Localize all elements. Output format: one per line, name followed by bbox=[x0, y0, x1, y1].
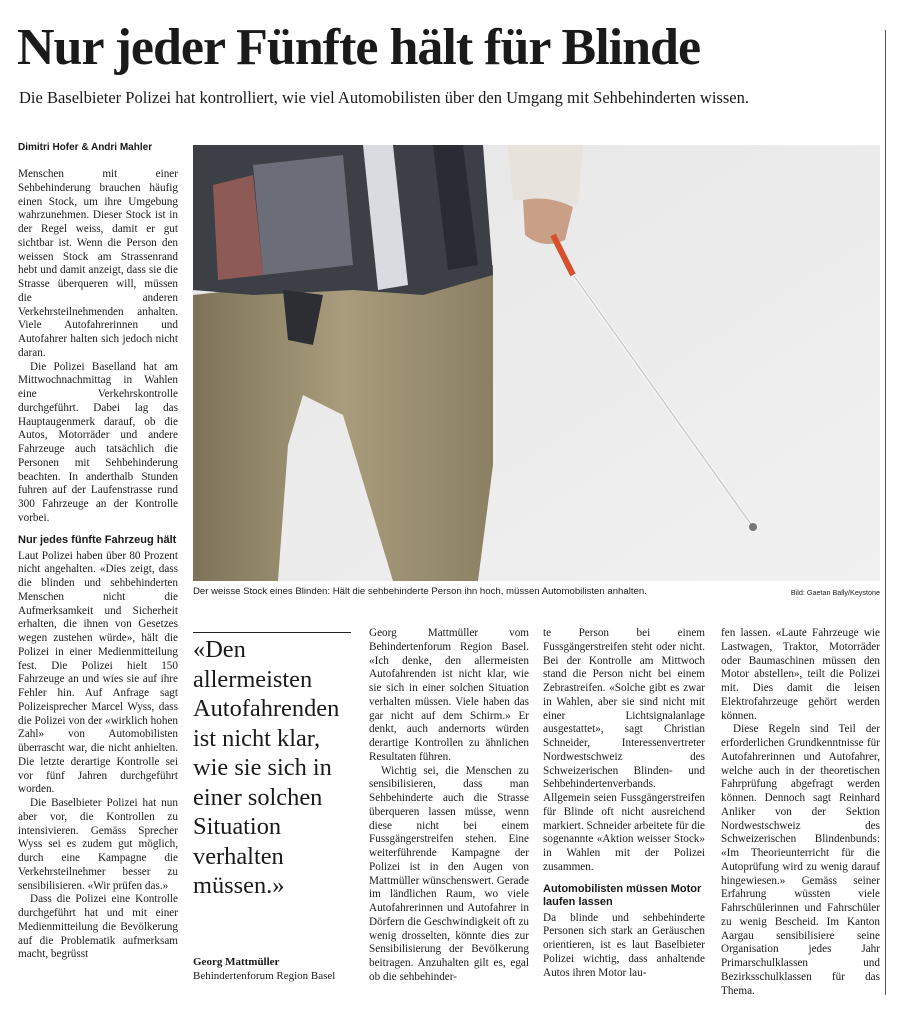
photo-credit: Bild: Gaetan Bally/Keystone bbox=[790, 588, 880, 597]
paragraph: Da blinde und sehbehinderte Personen sich stark an Geräuschen orientieren, ist es laut Baselbieter Polizei wichtig, dass anhaltende Autos ihren Motor lau- bbox=[543, 911, 705, 979]
paragraph: Menschen mit einer Sehbehinderung brauchen häufig einen Stock, um ihre Umgebung wahrzunehmen. Dieser Stock ist in der Regel weiss, damit er gut sichtbar ist. Wenn die Person den weissen Stock am Strassenrand hebt und damit anzeigt, dass sie die Strasse überqueren will, müssen die anderen Verkehrsteilnehmenden anhalten. Viele Autofahrerinnen und Autofahrer halten sich jedoch nicht daran. bbox=[18, 168, 178, 359]
article-column-2 bbox=[369, 627, 529, 985]
article-headline: Nur jeder Fünfte hält für Blinde bbox=[17, 19, 701, 76]
article-column-3 bbox=[543, 627, 705, 980]
paragraph: Die Polizei Baselland hat am Mittwochnachmittag in Wahlen eine Verkehrskontrolle durchgeführt. Dabei lag das Hauptaugenmerk darauf, ob die Autos, Motorräder und andere Fahrzeuge auch tatsächlich die Personen mit Sehbehinderung beachten. In anderthalb Stunden fuhren auf der Laufenstrasse rund 300 Fahrzeuge an der Kontrolle vorbei. bbox=[18, 360, 178, 524]
section-heading: Automobilisten müssen Motor laufen lassen bbox=[543, 882, 702, 908]
article-subheadline: Die Baselbieter Polizei hat kontrolliert, wie viel Automobilisten über den Umgang mit Sehbehinderten wissen. bbox=[19, 88, 749, 107]
paragraph: te Person bei einem Fussgängerstreifen steht oder nicht. Bei der Kontrolle am Mittwoch stand die Person nicht bei einem Zebrastreifen. «Solche gibt es zwar in Wahlen, aber sie sind nicht mit einer Lichtsignalanlage ausgestattet», sagt Christian Schneider, Interessenvertreter Nordwestschweiz des Schweizerischen Blinden- und Sehbehindertenverbands. Allgemein seien Fussgängerstreifen für Blinde oft nicht ausreichend markiert. Schneider arbeitete für die sogenannte «Aktion weisser Stock» in Wahlen mit der Polizei zusammen. bbox=[543, 627, 705, 873]
paragraph: Georg Mattmüller vom Behindertenforum Region Basel. «Ich denke, den allermeisten Autofahrenden ist nicht klar, wie sie sich in einer solchen Situation verhalten müssen. Viele haben das gar nicht auf dem Schirm.» Er denkt, auch andernorts würden derartige Kontrollen zu ähnlichen Resultaten führen. bbox=[369, 627, 529, 763]
quote-author: Georg Mattmüller bbox=[193, 956, 280, 968]
paragraph: Wichtig sei, die Menschen zu sensibilisieren, dass man Sehbehinderte auch die Strasse überqueren lassen müsse, wenn diese nicht bei einem Fussgängerstreifen stehen. Eine weiterführende Kampagne der Polizei ist in den Augen von Mattmüller wünschenswert. Gerade im ländlichen Raum, wo viele Autofahrerinnen und Autofahrer in Dörfern die Geschwindigkeit oft zu wenig drosselten, könnte dies zur Sensibilisierung der Bevölkerung beitragen. Anzuhalten gilt es, egal ob die sehbehinder- bbox=[369, 764, 529, 983]
photo-caption: Der weisse Stock eines Blinden: Hält die sehbehinderte Person ihn hoch, müssen Automobilisten anhalten. bbox=[193, 586, 647, 597]
paragraph: Laut Polizei haben über 80 Prozent nicht angehalten. «Dies zeigt, dass die blinden und sehbehinderten Menschen nicht die Aufmerksamkeit und Sicherheit erhalten, die ihnen von Gesetzes wegen zustehen würde», hält die Polizei in einer Medienmitteilung fest. Die Polizei hielt 150 Fahrzeuge an und wies sie auf ihre Fehler hin. Auf Anfrage sagt Polizeisprecher Marcel Wyss, dass die Polizei von der «wirklich hohen Zahl» von Automobilisten überrascht war, die nicht anhielten. Die letzte derartige Kontrolle sei vor fünf Jahren durchgeführt worden. bbox=[18, 549, 179, 796]
article-photo bbox=[193, 145, 880, 581]
quote-divider bbox=[193, 632, 351, 633]
quote-organization: Behindertenforum Region Basel bbox=[193, 970, 336, 982]
paragraph: Die Baselbieter Polizei hat nun aber vor, die Kontrollen zu intensivieren. Gemäss Sprecher Wyss sei es zudem gut möglich, durch eine Kampagne die Verkehrsteilnehmer besser zu sensibilisieren. «Wir prüfen das.» bbox=[18, 797, 178, 892]
photo-illustration bbox=[193, 145, 880, 581]
pull-quote: «Den allermeisten Autofahrenden ist nicht klar, wie sie sich in einer solchen Situation verhalten müssen.» bbox=[193, 636, 340, 899]
article-column-4 bbox=[721, 627, 880, 998]
column-divider bbox=[885, 30, 886, 995]
article-column-1 bbox=[18, 168, 178, 962]
paragraph: Dass die Polizei eine Kontrolle durchgeführt hat und mit einer Medienmitteilung die Bevölkerung auf die Problematik aufmerksam macht, begrüsst bbox=[18, 893, 178, 961]
paragraph: Diese Regeln sind Teil der erforderlichen Grundkenntnisse für Autofahrerinnen und Autofahrer, welche auch in der theoretischen Fahrprüfung abgefragt werden können. Dennoch sagt Reinhard Anliker von der Sektion Nordwestschweiz des Schweizerischen Blindenbunds: «Im Theorieunterricht für die Autoprüfung wird zu wenig darauf hingewiesen.» Gemäss seiner Erfahrung wüssten viele Fahrschülerinnen und Fahrschüler zu wenig Bescheid. Im Kanton Aargau sensibilisiere seine Organisation jedes Jahr Primarschulklassen und Bezirksschulklassen für das Thema. bbox=[721, 723, 880, 997]
section-heading: Nur jedes fünfte Fahrzeug hält bbox=[18, 533, 177, 546]
paragraph: fen lassen. «Laute Fahrzeuge wie Lastwagen, Traktor, Motorräder oder Baumaschinen müssen den Motor abstellen», teilt die Polizei mit. Dies damit die leisen Elektrofahrzeuge gehört werden können. bbox=[721, 627, 880, 722]
article-byline: Dimitri Hofer & Andri Mahler bbox=[18, 142, 153, 153]
